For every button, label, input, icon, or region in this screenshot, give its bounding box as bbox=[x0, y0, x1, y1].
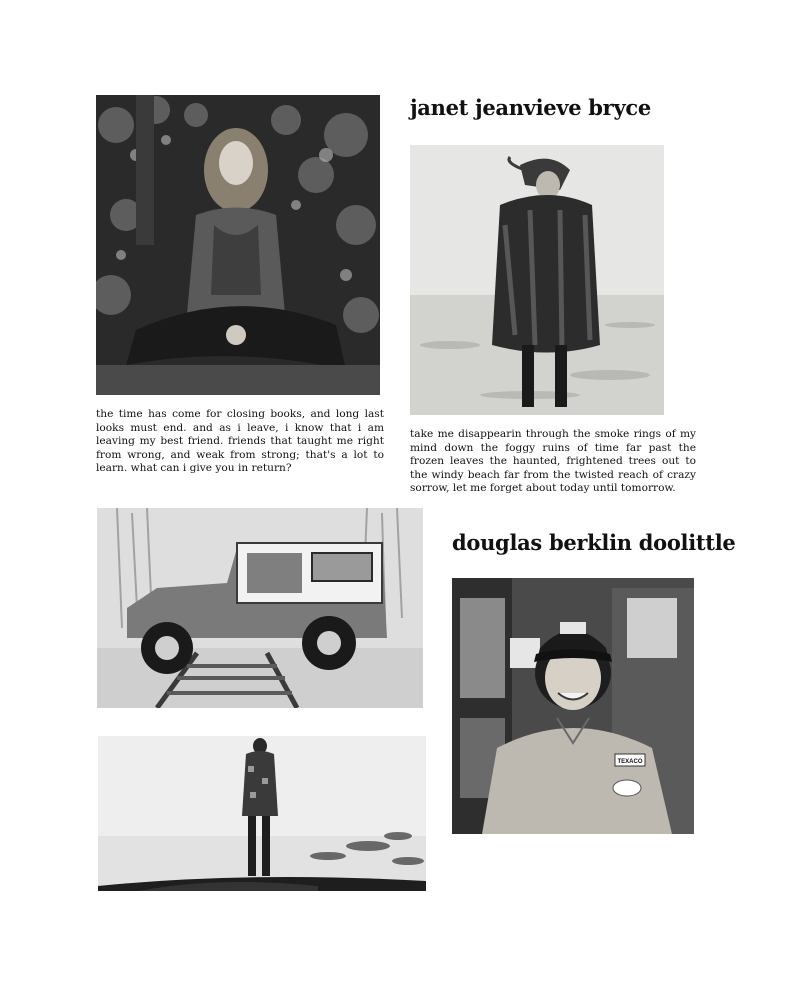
photo-figure-on-foggy-shore bbox=[98, 736, 426, 891]
photo-boy-texaco-uniform bbox=[452, 578, 694, 834]
student-name: douglas berklin doolittle bbox=[452, 530, 736, 555]
photo-girl-sitting-in-foliage bbox=[96, 95, 380, 395]
texaco-badge-text: TEXACO bbox=[617, 759, 643, 765]
student-name: janet jeanvieve bryce bbox=[410, 95, 651, 120]
photo-fur-coat-on-beach bbox=[410, 145, 664, 415]
photo-jeep-on-tracks bbox=[97, 508, 423, 708]
poem-text-left: the time has come for closing books, and long last looks must end. and as i leave, i know that i am leaving my best friend. friends that taught me right from wrong, and weak from strong; that's a lot to learn. what can i give you in return? bbox=[96, 408, 384, 475]
poem-text-right: take me disappearin through the smoke rings of my mind down the foggy ruins of time far past the frozen leaves the haunted, frightened trees out to the windy beach far from the twisted reach of crazy sorrow, let me forget about today until tomorrow. bbox=[410, 428, 696, 495]
